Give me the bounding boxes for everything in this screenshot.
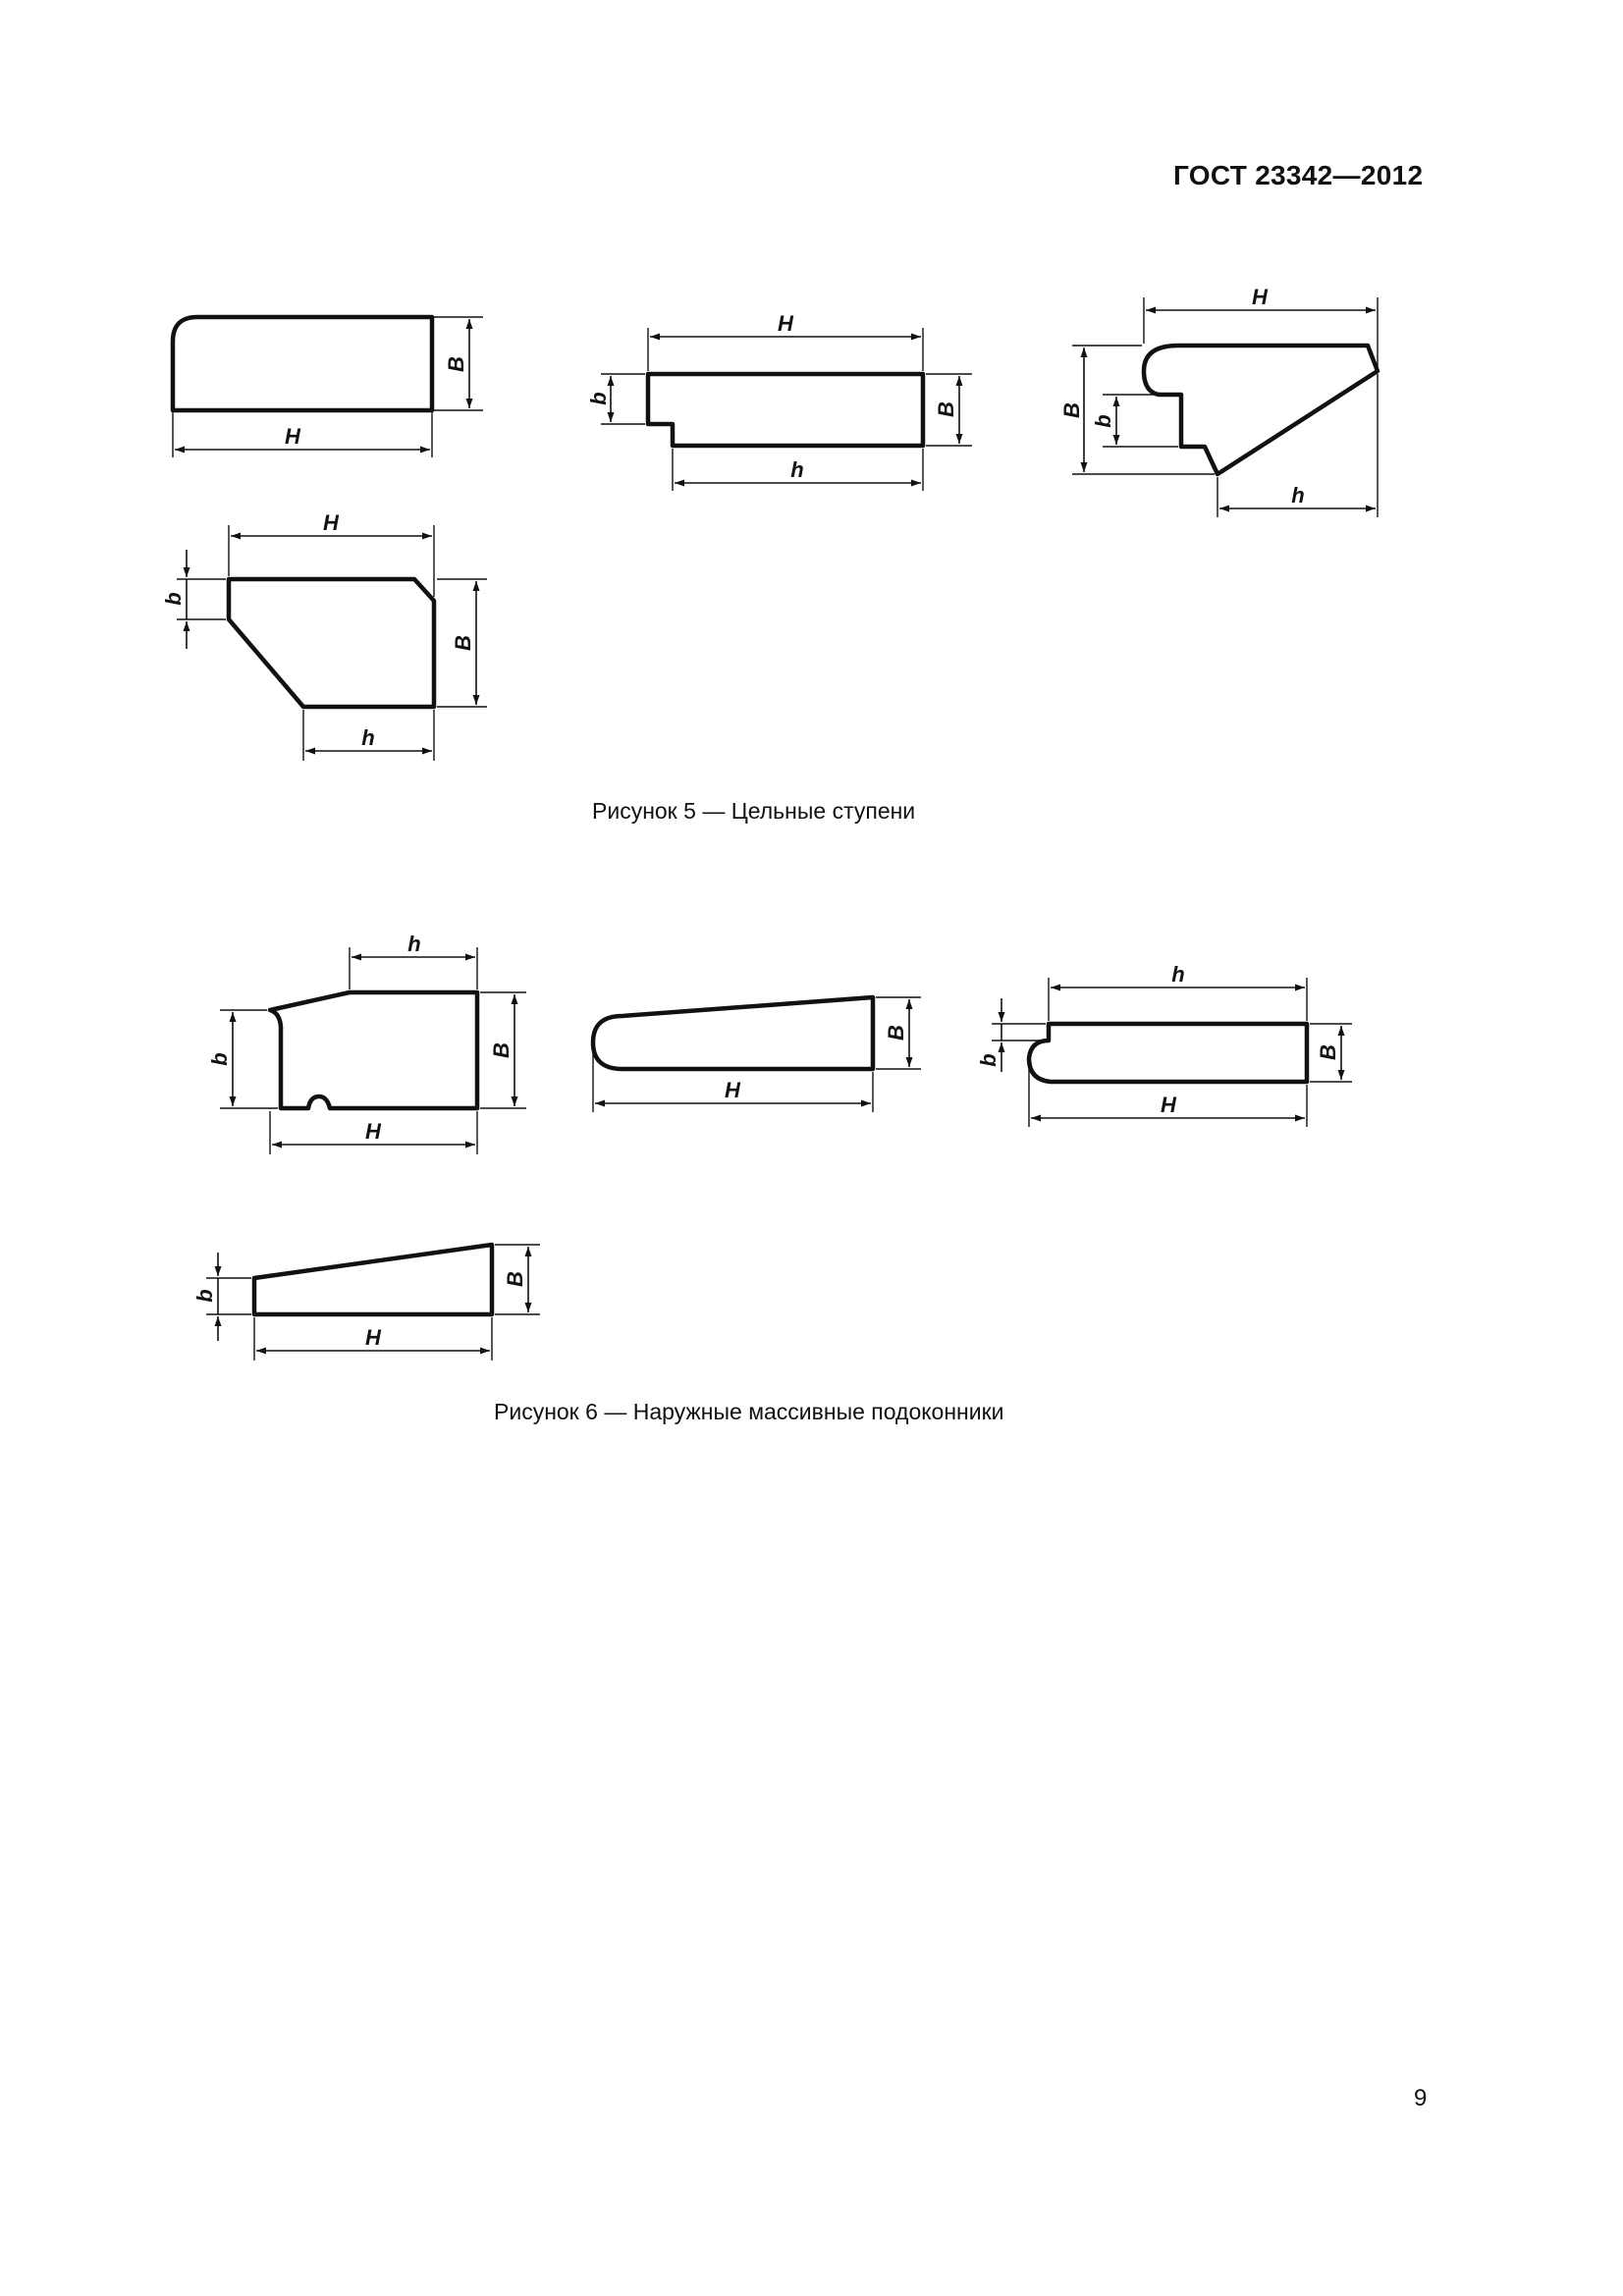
dim-label-b: b [161, 592, 186, 606]
dim-label-H: H [285, 424, 300, 449]
step-profile-1 [173, 317, 483, 457]
dim-label-H: H [778, 311, 793, 336]
step-profile-3 [1059, 285, 1378, 517]
dim-label-h: h [1291, 483, 1305, 507]
dim-label-H: H [365, 1325, 381, 1350]
dim-label-H: H [1252, 285, 1268, 309]
dim-label-H: H [323, 510, 339, 535]
figure-6-caption: Рисунок 6 — Наружные массивные подоконники [494, 1399, 1004, 1424]
page-number: 9 [1414, 2085, 1428, 2111]
dim-label-B: B [444, 356, 468, 372]
dim-label-h: h [790, 457, 804, 482]
window-sill-profile-2 [593, 997, 921, 1112]
dim-label-b: b [586, 392, 611, 405]
dim-label-B: B [934, 401, 958, 417]
window-sill-profile-4 [192, 1245, 540, 1361]
dim-label-b: b [192, 1289, 217, 1303]
dim-label-B: B [1059, 402, 1084, 418]
dim-label-B: B [1316, 1044, 1340, 1060]
dim-label-h: h [1171, 962, 1185, 987]
dim-label-b: b [207, 1052, 232, 1066]
dim-label-h: h [407, 932, 421, 956]
dim-label-H: H [725, 1078, 740, 1102]
dim-label-H: H [365, 1119, 381, 1144]
window-sill-profile-1 [207, 932, 526, 1154]
dim-label-B: B [503, 1271, 527, 1287]
dim-label-B: B [884, 1025, 908, 1041]
dim-label-H: H [1161, 1093, 1176, 1117]
dim-label-B: B [489, 1042, 514, 1058]
step-profile-2 [586, 311, 972, 491]
step-profile-4 [161, 510, 487, 761]
figure-5-caption: Рисунок 5 — Цельные ступени [592, 798, 916, 824]
dim-label-B: B [451, 635, 475, 651]
dim-label-h: h [361, 725, 375, 750]
document-standard-title: ГОСТ 23342—2012 [1173, 160, 1424, 190]
dim-label-b: b [976, 1053, 1001, 1067]
dim-label-b: b [1091, 414, 1115, 428]
window-sill-profile-3 [976, 962, 1352, 1127]
